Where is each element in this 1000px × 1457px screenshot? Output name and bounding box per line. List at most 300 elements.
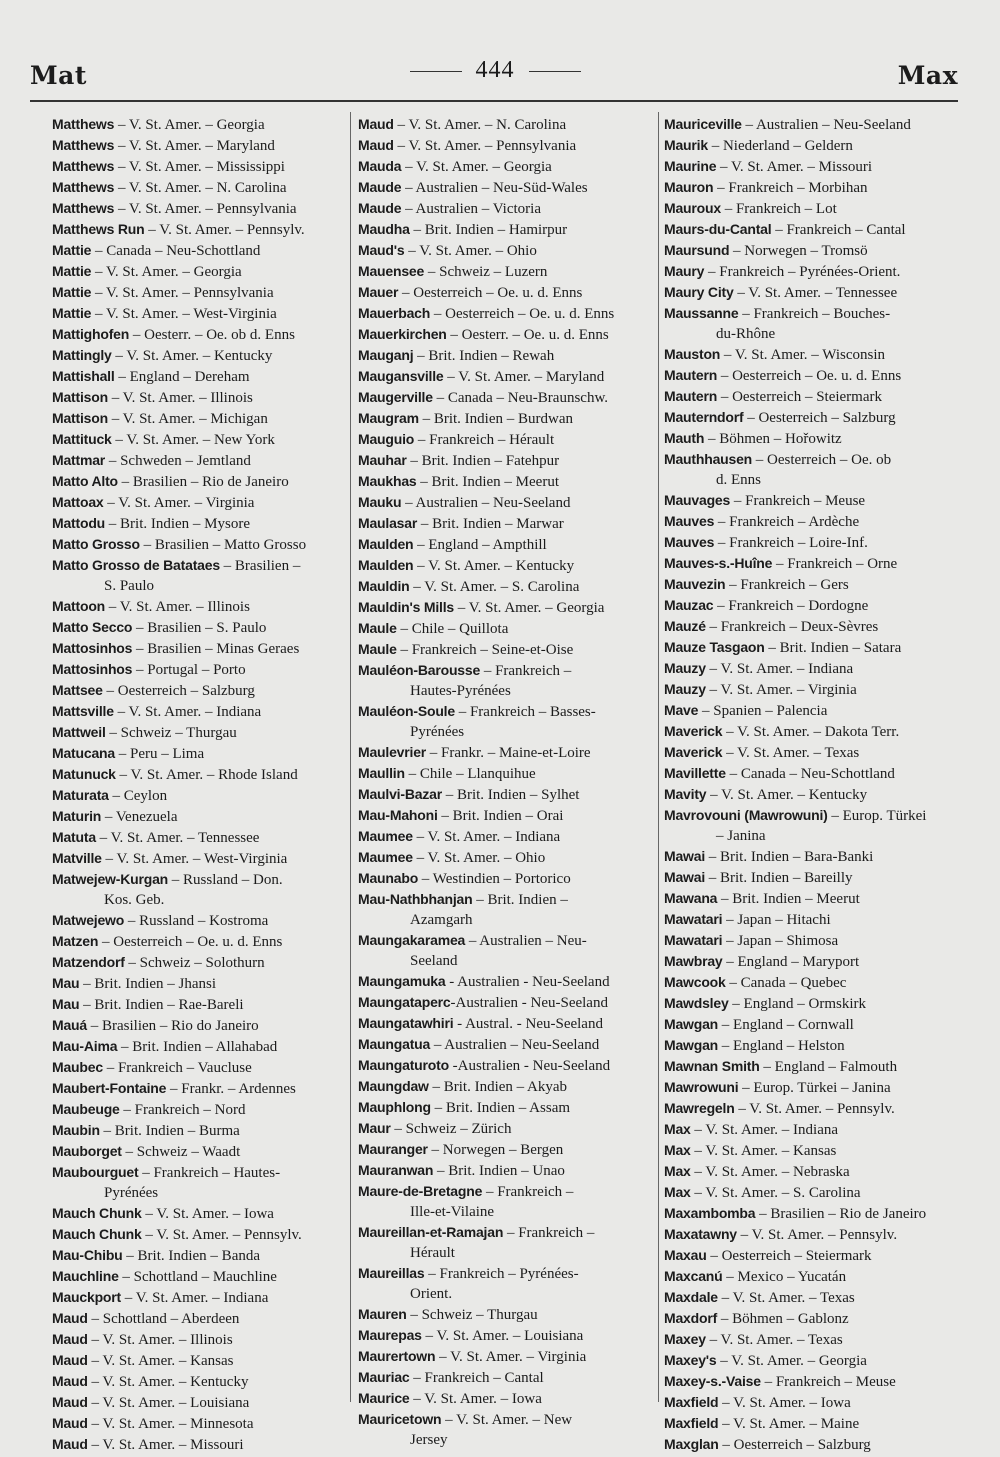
entry-location: – Frankreich – Pyrénées- (424, 1266, 579, 1282)
gazetteer-entry (358, 763, 658, 784)
gazetteer-entry (664, 1371, 964, 1392)
gazetteer-entry (664, 846, 964, 867)
gazetteer-entry (664, 282, 964, 303)
gazetteer-entry (358, 1181, 658, 1222)
entry-location: – Norwegen – Tromsö (729, 243, 868, 259)
gazetteer-entry (52, 1120, 348, 1141)
gazetteer-entry (358, 971, 658, 992)
entry-location: – Brit. Indien – Marwar (417, 516, 564, 532)
gazetteer-entry (358, 282, 658, 303)
entry-headword: Mauranwan (358, 1162, 434, 1178)
entry-location: – Brit. Indien – Akyab (428, 1079, 568, 1095)
entry-headword: Maungatawhiri (358, 1015, 454, 1031)
entry-location: – V. St. Amer. – Iowa (409, 1391, 542, 1407)
entry-headword: Mauves (664, 513, 715, 529)
gazetteer-entry (358, 303, 658, 324)
gazetteer-entry (52, 848, 348, 869)
gazetteer-entry (52, 1099, 348, 1120)
gazetteer-entry (358, 387, 658, 408)
entry-continuation: Pyrénées (410, 724, 465, 740)
gazetteer-entry (664, 449, 964, 490)
gazetteer-entry (52, 994, 348, 1015)
entry-headword: Mattosinhos (52, 661, 133, 677)
gazetteer-entry (52, 1224, 348, 1245)
gazetteer-entry (664, 135, 964, 156)
entry-headword: Mattie (52, 242, 92, 258)
gazetteer-entry (664, 805, 964, 846)
entry-location: – Schweiz – Thurgau (406, 1307, 538, 1323)
entry-location: – Frankreich – Dordogne (713, 598, 869, 614)
entry-headword: Matzen (52, 933, 99, 949)
entry-headword: Matto Alto (52, 473, 118, 489)
entry-headword: Mawai (664, 869, 706, 885)
entry-headword: Maumee (358, 849, 413, 865)
entry-location: – V. St. Amer. – S. Carolina (690, 1185, 861, 1201)
entry-headword: Maumee (358, 828, 413, 844)
entry-headword: Mauth (664, 430, 705, 446)
entry-location: – V. St. Amer. – Pennsylvania (91, 285, 274, 301)
entry-headword: Mauer (358, 284, 399, 300)
entry-location: – Frankreich – Cantal (409, 1370, 544, 1386)
entry-location: – Brit. Indien – Meerut (717, 891, 860, 907)
entry-headword: Max (664, 1184, 691, 1200)
entry-location: – Frankreich – (503, 1225, 595, 1241)
gazetteer-entry (358, 1222, 658, 1263)
entry-location: – Frankreich – Meuse (730, 493, 866, 509)
entry-headword: Maxfield (664, 1415, 719, 1431)
entry-location: – V. St. Amer. – Mississippi (114, 159, 285, 175)
entry-headword: Mawai (664, 848, 706, 864)
entry-location: – V. St. Amer. – Indiana (113, 704, 262, 720)
entry-headword: Maulvi-Bazar (358, 786, 442, 802)
gazetteer-entry (52, 345, 348, 366)
entry-location: – Canada – Neu-Schottland (725, 766, 895, 782)
gazetteer-entry (664, 1203, 964, 1224)
entry-location: – V. St. Amer. – Rhode Island (115, 767, 298, 783)
gazetteer-entry (358, 513, 658, 534)
entry-location: – Frankreich – Lot (720, 201, 837, 217)
gazetteer-entry (664, 888, 964, 909)
entry-headword: Mawgan (664, 1037, 719, 1053)
gazetteer-entry (664, 1413, 964, 1434)
entry-location: – Brasilien – (219, 558, 301, 574)
entry-location: – Frankreich – Hautes- (138, 1165, 281, 1181)
entry-location: – Frankreich – Ardèche (714, 514, 860, 530)
entry-location: – V. St. Amer. – Ohio (404, 243, 537, 259)
entry-location: – Brit. Indien – Banda (122, 1248, 261, 1264)
entry-location: – Australien – Neu-Seeland (741, 117, 911, 133)
gazetteer-entry (358, 1118, 658, 1139)
entry-location: – V. St. Amer. – Virginia (705, 682, 857, 698)
entry-continuation: Seeland (410, 953, 458, 969)
gazetteer-entry (52, 1015, 348, 1036)
entry-headword: Mattosinhos (52, 640, 133, 656)
gazetteer-entry (358, 805, 658, 826)
entry-headword: Maungakaramea (358, 932, 466, 948)
entry-location: – V. St. Amer. – Georgia (91, 264, 242, 280)
page-header (30, 55, 960, 95)
entry-location: – Oesterreich – Oe. u. d. Enns (717, 368, 902, 384)
entry-location: – V. St. Amer. – Georgia (454, 600, 605, 616)
gazetteer-entry (358, 992, 658, 1013)
gazetteer-entry (664, 365, 964, 386)
gazetteer-entry (664, 1140, 964, 1161)
entry-headword: Mave (664, 702, 699, 718)
entry-location: – Russland – Kostroma (124, 913, 269, 929)
entry-location: – Chile – Quillota (396, 621, 509, 637)
entry-location: – Brit. Indien – Unao (433, 1163, 565, 1179)
entry-continuation: d. Enns (716, 472, 761, 488)
gazetteer-entry (52, 429, 348, 450)
entry-headword: Mauch Chunk (52, 1226, 142, 1242)
entry-headword: Maubourguet (52, 1164, 139, 1180)
entry-headword: Mattodu (52, 515, 106, 531)
entry-location: – Westindien – Portorico (418, 871, 571, 887)
entry-headword: Matthews Run (52, 221, 145, 237)
gazetteer-entry (358, 366, 658, 387)
entry-location: – Frankreich – Seine-et-Oise (396, 642, 574, 658)
entry-headword: Mau (52, 996, 80, 1012)
entry-location: – Australien – Victoria (401, 201, 541, 217)
entry-headword: Mauze Tasgaon (664, 639, 765, 655)
gazetteer-entry (52, 931, 348, 952)
entry-location: – Frankreich – Gers (725, 577, 849, 593)
entry-headword: Mauléon-Barousse (358, 662, 481, 678)
gazetteer-entry (358, 324, 658, 345)
gazetteer-entry (664, 1056, 964, 1077)
entry-headword: Mautern (664, 388, 718, 404)
entry-location: – Frankreich – Cantal (771, 222, 906, 238)
entry-headword: Mawbray (664, 953, 723, 969)
gazetteer-entry (664, 700, 964, 721)
entry-headword: Maury City (664, 284, 734, 300)
gazetteer-entry (52, 1308, 348, 1329)
gazetteer-entry (358, 1076, 658, 1097)
gazetteer-entry (52, 1141, 348, 1162)
gazetteer-entry (52, 1329, 348, 1350)
entry-headword: Mautern (664, 367, 718, 383)
gazetteer-entry (664, 972, 964, 993)
entry-location: – V. St. Amer. – West-Virginia (101, 851, 288, 867)
entry-headword: Maubin (52, 1122, 100, 1138)
gazetteer-entry (664, 595, 964, 616)
entry-location: – Oesterr. – Oe. ob d. Enns (129, 327, 295, 343)
entry-continuation: Orient. (410, 1286, 453, 1302)
entry-location: – Schweiz – Thurgau (105, 725, 237, 741)
entry-location: – Oesterreich – Salzburg (102, 683, 255, 699)
entry-location: – Brasilien – Rio de Janeiro (755, 1206, 927, 1222)
entry-location: – Schweiz – Solothurn (124, 955, 265, 971)
gazetteer-entry (52, 492, 348, 513)
entry-location: – V. St. Amer. – Georgia (716, 1353, 867, 1369)
gazetteer-entry (52, 1392, 348, 1413)
entry-headword: Maude (358, 200, 402, 216)
gazetteer-entry (52, 701, 348, 722)
gazetteer-entry (52, 303, 348, 324)
entry-headword: Mattison (52, 410, 108, 426)
gazetteer-entry (664, 344, 964, 365)
entry-headword: Mauron (664, 179, 714, 195)
entry-headword: Maulasar (358, 515, 418, 531)
entry-location: – Schweiz – Waadt (121, 1144, 241, 1160)
entry-headword: Maule (358, 620, 397, 636)
gazetteer-entry (358, 177, 658, 198)
entry-headword: Maverick (664, 723, 723, 739)
entry-headword: Maxfield (664, 1394, 719, 1410)
entry-location: – Peru – Lima (114, 746, 205, 762)
gazetteer-entry (52, 135, 348, 156)
gazetteer-entry (52, 764, 348, 785)
entry-location: – V. St. Amer. – Ohio (412, 850, 546, 866)
entry-location: – Venezuela (101, 809, 178, 825)
entry-continuation: Azamgarh (410, 912, 473, 928)
column-3 (664, 114, 964, 1455)
gazetteer-entry (664, 1161, 964, 1182)
entry-headword: Maubeuge (52, 1101, 120, 1117)
entry-headword: Maugerville (358, 389, 433, 405)
gazetteer-entry (664, 1434, 964, 1455)
header-first-entry: Mat (30, 61, 87, 90)
entry-location: – Australien – Neu-Süd-Wales (401, 180, 588, 196)
entry-location: – V. St. Amer. – Kansas (87, 1353, 234, 1369)
entry-location: – Oesterreich – Steiermark (706, 1248, 872, 1264)
gazetteer-entry (52, 513, 348, 534)
column-divider (658, 112, 659, 1402)
header-last-entry: Max (897, 61, 958, 90)
gazetteer-entry (664, 303, 964, 344)
entry-headword: Mauterndorf (664, 409, 744, 425)
entry-headword: Maubec (52, 1059, 103, 1075)
gazetteer-entry (358, 1097, 658, 1118)
entry-headword: Mattingly (52, 347, 112, 363)
entry-headword: Matucana (52, 745, 115, 761)
header-dash-right (529, 71, 581, 72)
entry-headword: Mattsee (52, 682, 103, 698)
entry-location: – Norwegen – Bergen (427, 1142, 564, 1158)
entry-headword: Maxau (664, 1247, 707, 1263)
entry-continuation: Pyrénées (104, 1185, 159, 1201)
gazetteer-entry (664, 428, 964, 449)
entry-headword: Maturin (52, 808, 102, 824)
entry-headword: Mauerbach (358, 305, 431, 321)
entry-headword: Maungdaw (358, 1078, 429, 1094)
entry-location: – V. St. Amer. – Virginia (435, 1349, 587, 1365)
entry-location: – Brit. Indien – Assam (430, 1100, 571, 1116)
entry-location: – England – Dereham (114, 369, 250, 385)
entry-location: – Oesterreich – Steiermark (717, 389, 882, 405)
entry-headword: Maugram (358, 410, 419, 426)
gazetteer-entry (358, 742, 658, 763)
entry-location: – Frankreich – Bouches- (738, 306, 891, 322)
entry-headword: Maud (52, 1436, 88, 1452)
entry-headword: Matunuck (52, 766, 116, 782)
entry-location: – Oesterr. – Oe. u. d. Enns (446, 327, 609, 343)
gazetteer-entry (52, 282, 348, 303)
entry-headword: Maungataperc (358, 994, 451, 1010)
entry-location: – England – Ormskirk (728, 996, 867, 1012)
gazetteer-entry (52, 1036, 348, 1057)
entry-headword: Maukhas (358, 473, 417, 489)
entry-headword: Mawatari (664, 932, 723, 948)
page-number-wrap (30, 57, 960, 84)
entry-headword: Mauves-s.-Huîne (664, 555, 773, 571)
entry-headword: Mauzy (664, 681, 706, 697)
entry-location: – V. St. Amer. – Indiana (121, 1290, 269, 1306)
entry-location: – Chile – Llanquihue (404, 766, 536, 782)
entry-headword: Mavillette (664, 765, 726, 781)
entry-headword: Maud (52, 1331, 88, 1347)
gazetteer-entry (664, 1329, 964, 1350)
entry-headword: Maturata (52, 787, 109, 803)
entry-headword: Matto Grosso (52, 536, 140, 552)
gazetteer-entry (664, 1245, 964, 1266)
gazetteer-entry (664, 1350, 964, 1371)
entry-headword: Maxatawny (664, 1226, 737, 1242)
entry-location: – Oesterreich – Oe. ob (752, 452, 892, 468)
entry-headword: Mattweil (52, 724, 106, 740)
entry-headword: Max (664, 1142, 691, 1158)
entry-headword: Maxey (664, 1331, 706, 1347)
gazetteer-entry (664, 532, 964, 553)
gazetteer-entry (358, 219, 658, 240)
entry-headword: Mattituck (52, 431, 112, 447)
entry-location: – Frankreich – Morbihan (713, 180, 868, 196)
entry-headword: Mau-Chibu (52, 1247, 123, 1263)
entry-location: – Brit. Indien – Sylhet (441, 787, 580, 803)
entry-location: – Frankreich – Pyrénées-Orient. (704, 264, 901, 280)
gazetteer-entry (52, 471, 348, 492)
entry-headword: Maudha (358, 221, 410, 237)
gazetteer-entry (358, 198, 658, 219)
entry-headword: Maungatua (358, 1036, 431, 1052)
entry-headword: Mauerkirchen (358, 326, 447, 342)
entry-location: – Oesterreich – Oe. u. d. Enns (98, 934, 283, 950)
entry-location: – V. St. Amer. – Iowa (141, 1206, 274, 1222)
entry-headword: Mauhar (358, 452, 407, 468)
gazetteer-entry (358, 701, 658, 742)
gazetteer-entry (52, 219, 348, 240)
entry-headword: Mauthhausen (664, 451, 753, 467)
entry-headword: Mauguio (358, 431, 415, 447)
entry-location: – Brit. Indien – Bareilly (705, 870, 853, 886)
entry-continuation: Hérault (410, 1245, 455, 1261)
gazetteer-entry (664, 511, 964, 532)
entry-location: – V. St. Amer. – Dakota Terr. (722, 724, 900, 740)
entry-headword: Mauston (664, 346, 721, 362)
entry-location: – Brasilien – Minas Geraes (132, 641, 300, 657)
entry-location: – V. St. Amer. – Pennsylv. (736, 1227, 898, 1243)
gazetteer-entry (664, 742, 964, 763)
entry-headword: Mauzé (664, 618, 706, 634)
entry-location: – V. St. Amer. – Louisiana (87, 1395, 250, 1411)
gazetteer-entry (664, 177, 964, 198)
gazetteer-entry (52, 324, 348, 345)
entry-headword: Mawatari (664, 911, 723, 927)
entry-headword: Mauléon-Soule (358, 703, 455, 719)
entry-location: – V. St. Amer. – Louisiana (421, 1328, 584, 1344)
gazetteer-entry (52, 366, 348, 387)
entry-headword: Maule (358, 641, 397, 657)
entry-headword: Maxcanú (664, 1268, 723, 1284)
entry-headword: Mattighofen (52, 326, 130, 342)
entry-location: – Frankr. – Ardennes (166, 1081, 296, 1097)
entry-location: – Brasilien – Rio do Janeiro (87, 1018, 259, 1034)
gazetteer-entry (358, 408, 658, 429)
entry-location: – V. St. Amer. – Maryland (114, 138, 275, 154)
entry-headword: Matthews (52, 116, 115, 132)
column-2 (358, 114, 658, 1450)
gazetteer-entry (358, 618, 658, 639)
gazetteer-entry (52, 1350, 348, 1371)
entry-location: – Schottland – Aberdeen (87, 1311, 240, 1327)
entry-headword: Mauriceville (664, 116, 742, 132)
entry-headword: Maurepas (358, 1327, 422, 1343)
gazetteer-entry (52, 1287, 348, 1308)
entry-headword: Maxdorf (664, 1310, 718, 1326)
entry-headword: Mawnan Smith (664, 1058, 760, 1074)
entry-continuation: – Janina (716, 828, 766, 844)
entry-headword: Maulevrier (358, 744, 427, 760)
entry-location: – V. St. Amer. – Illinois (105, 599, 250, 615)
gazetteer-entry (52, 1434, 348, 1455)
entry-location: – England – Helston (718, 1038, 845, 1054)
entry-headword: Mau-Nathbhanjan (358, 891, 473, 907)
entry-continuation: Hautes-Pyrénées (410, 683, 511, 699)
entry-location: - Australien - Neu-Seeland (445, 974, 610, 990)
entry-headword: Matthews (52, 137, 115, 153)
entry-location: – V. St. Amer. – Indiana (690, 1122, 839, 1138)
entry-location: – Brit. Indien – (472, 892, 568, 908)
entry-headword: Maullin (358, 765, 405, 781)
entry-headword: Maxambomba (664, 1205, 756, 1221)
entry-location: – Australien – Neu-Seeland (401, 495, 571, 511)
entry-location: – Brit. Indien – Hamirpur (409, 222, 568, 238)
gazetteer-entry (664, 867, 964, 888)
gazetteer-entry (664, 784, 964, 805)
entry-headword: Maxdale (664, 1289, 718, 1305)
gazetteer-entry (52, 1413, 348, 1434)
entry-headword: Mawdsley (664, 995, 729, 1011)
entry-location: – Frankreich – Vaucluse (102, 1060, 252, 1076)
entry-location: – Canada – Quebec (725, 975, 847, 991)
entry-location: – V. St. Amer. – S. Carolina (409, 579, 580, 595)
gazetteer-entry (358, 1304, 658, 1325)
entry-location: – Brit. Indien – Mysore (105, 516, 251, 532)
entry-headword: Mauriac (358, 1369, 410, 1385)
entry-headword: Mattmar (52, 452, 106, 468)
gazetteer-entry (358, 114, 658, 135)
entry-location: – V. St. Amer. – Minnesota (87, 1416, 254, 1432)
entry-headword: Mau (52, 975, 80, 991)
entry-location: – Ceylon (108, 788, 168, 804)
gazetteer-entry (358, 660, 658, 701)
gazetteer-entry (52, 261, 348, 282)
entry-location: – Schottland – Mauchline (118, 1269, 277, 1285)
entry-location: – Spanien – Palencia (698, 703, 828, 719)
gazetteer-entry (52, 973, 348, 994)
entry-headword: Maulden (358, 536, 414, 552)
entry-headword: Maud (52, 1394, 88, 1410)
entry-headword: Maud (52, 1415, 88, 1431)
entry-headword: Maureillas (358, 1265, 425, 1281)
entry-headword: Mauku (358, 494, 402, 510)
entry-location: – V. St. Amer. – Texas (717, 1290, 855, 1306)
entry-location: – V. St. Amer. – Missouri (716, 159, 873, 175)
entry-headword: Maureillan-et-Ramajan (358, 1224, 504, 1240)
entry-location: – Frankreich – Hérault (414, 432, 555, 448)
entry-headword: Matville (52, 850, 102, 866)
gazetteer-entry (664, 679, 964, 700)
